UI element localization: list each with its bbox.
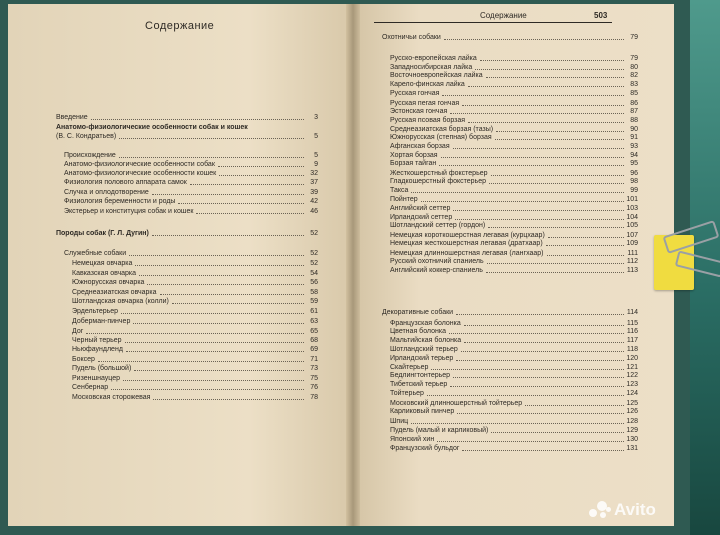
toc-entry-page: 93	[630, 143, 638, 150]
toc-entry-page: 42	[310, 198, 318, 205]
toc-entry-page: 114	[626, 309, 638, 316]
leader-dots	[119, 157, 304, 158]
leader-dots	[489, 183, 624, 184]
toc-entry	[390, 436, 638, 444]
leader-dots	[172, 303, 304, 304]
toc-entry-title: Физиология беременности и роды	[64, 198, 176, 205]
toc-entry-page: 52	[310, 260, 318, 267]
toc-entry-page: 115	[626, 320, 638, 327]
leader-dots	[456, 314, 624, 315]
toc-entry	[390, 64, 638, 72]
toc-entry-title: Жесткошерстный фокстерьер	[390, 170, 488, 177]
toc-entry-page: 118	[626, 346, 638, 353]
toc-entry-title: Ирландский терьер	[390, 355, 454, 362]
toc-entry-page: 120	[626, 355, 638, 362]
toc-entry-page: 58	[310, 289, 318, 296]
leader-dots	[133, 323, 304, 324]
toc-entry	[64, 179, 318, 187]
toc-entry-title: Физиология полового аппарата самок	[64, 179, 187, 186]
toc-entry-page: 59	[310, 298, 318, 305]
book-gutter	[346, 4, 360, 526]
leader-dots	[119, 138, 304, 139]
toc-entry-page: 96	[630, 170, 638, 177]
toc-entry-title: Русский охотничий спаниель	[390, 258, 484, 265]
toc-entry-title: Экстерьер и конституция собак и кошек	[64, 208, 194, 215]
leader-dots	[496, 131, 624, 132]
toc-entry-title: Цветная болонка	[390, 328, 446, 335]
toc-entry	[390, 196, 638, 204]
leader-dots	[437, 441, 624, 442]
toc-entry-title: Боксер	[72, 356, 95, 363]
avito-text: Avito	[614, 500, 656, 519]
toc-entry-page: 5	[314, 152, 318, 159]
toc-entry-page: 32	[310, 170, 318, 177]
toc-entry-page: 75	[310, 375, 318, 382]
toc-entry	[390, 355, 638, 363]
toc-entry-page: 125	[626, 400, 638, 407]
leader-dots	[152, 194, 304, 195]
toc-entry-page: 79	[630, 55, 638, 62]
leader-dots	[219, 175, 304, 176]
toc-entry-title: Английский сеттер	[390, 205, 451, 212]
toc-entry-title: Пудель (малый и карликовый)	[390, 427, 489, 434]
leader-dots	[427, 395, 624, 396]
leader-dots	[441, 157, 624, 158]
toc-entry-title: Карело-финская лайка	[390, 81, 465, 88]
toc-entry-title: Охотничьи собаки	[382, 34, 441, 41]
toc-entry-title: Анатомо-физиологические особенности собак и кошек	[56, 124, 248, 131]
toc-entry-title: Южнорусская овчарка	[72, 279, 145, 286]
toc-entry-title: Дог	[72, 328, 84, 335]
leader-dots	[111, 389, 304, 390]
toc-entry-page: 37	[310, 179, 318, 186]
toc-entry	[390, 222, 638, 230]
toc-entry-page: 126	[626, 408, 638, 415]
toc-entry	[390, 258, 638, 266]
toc-entry-page: 3	[314, 114, 318, 121]
toc-entry	[390, 267, 638, 275]
toc-entry-page: 9	[314, 161, 318, 168]
toc-entry-page: 107	[626, 232, 638, 239]
leader-dots	[462, 450, 624, 451]
toc-entry	[390, 152, 638, 160]
toc-entry	[72, 337, 318, 345]
toc-entry	[56, 133, 318, 141]
toc-entry-page: 71	[310, 356, 318, 363]
leader-dots	[129, 255, 304, 256]
toc-entry-title: Тибетский терьер	[390, 381, 448, 388]
toc-entry-title: Японский хин	[390, 436, 435, 443]
toc-entry-title: Французская болонка	[390, 320, 461, 327]
toc-entry-title: Мальтийская болонка	[390, 337, 462, 344]
toc-entry-page: 109	[626, 240, 638, 247]
toc-entry-title: Анатомо-физиологические особенности собак	[64, 161, 215, 168]
leader-dots	[453, 210, 624, 211]
leader-dots	[453, 148, 624, 149]
leader-dots	[480, 60, 624, 61]
toc-entry-title: Породы собак (Г. Л. Дугин)	[56, 230, 149, 237]
toc-entry	[64, 152, 318, 160]
page-number: 503	[594, 11, 608, 20]
toc-entry	[390, 328, 638, 336]
toc-entry-page: 113	[626, 267, 638, 274]
toc-entry-title: Карликовый пинчер	[390, 408, 455, 415]
leader-dots	[464, 325, 624, 326]
toc-entry-title: Кавказская овчарка	[72, 270, 137, 277]
toc-entry-title: Хортая борзая	[390, 152, 438, 159]
toc-entry-page: 116	[626, 328, 638, 335]
toc-entry-page: 99	[630, 187, 638, 194]
toc-entry	[382, 309, 638, 317]
toc-entry	[390, 90, 638, 98]
toc-entry	[390, 320, 638, 328]
leader-dots	[178, 203, 304, 204]
toc-entry-title: Немецкая длинношерстная легавая (лангхаар)	[390, 250, 544, 257]
toc-entry-title: Немецкая короткошерстная легавая (курцхаар)	[390, 232, 545, 239]
toc-entry	[390, 205, 638, 213]
leader-dots	[421, 201, 624, 202]
toc-entry	[390, 390, 638, 398]
leader-dots	[86, 333, 304, 334]
header-rule	[374, 22, 612, 23]
toc-entry-title: Декоративные собаки	[382, 309, 454, 316]
leader-dots	[411, 192, 624, 193]
toc-entry	[72, 318, 318, 326]
toc-entry	[72, 365, 318, 373]
toc-entry-page: 69	[310, 346, 318, 353]
toc-entry	[382, 34, 638, 42]
leader-dots	[196, 213, 304, 214]
toc-entry-page: 79	[630, 34, 638, 41]
toc-entry-page: 121	[626, 364, 638, 371]
leader-dots	[135, 265, 304, 266]
toc-entry-page: 105	[626, 222, 638, 229]
toc-entry	[390, 100, 638, 108]
toc-entry	[390, 427, 638, 435]
leader-dots	[486, 272, 624, 273]
leader-dots	[464, 342, 624, 343]
toc-entry-page: 5	[314, 133, 318, 140]
toc-entry-title: Служебные собаки	[64, 250, 127, 257]
toc-entry	[72, 384, 318, 392]
toc-entry	[390, 160, 638, 168]
toc-entry	[64, 208, 318, 216]
leader-dots	[457, 413, 624, 414]
toc-entry-title: Шпиц	[390, 418, 409, 425]
leader-dots	[91, 119, 304, 120]
leader-dots	[121, 313, 304, 314]
toc-entry-page: 103	[626, 205, 638, 212]
toc-entry-title: Московский длинношерстный тойтерьер	[390, 400, 523, 407]
avito-logo-icon	[589, 501, 611, 519]
toc-entry-page: 65	[310, 328, 318, 335]
toc-entry	[64, 198, 318, 206]
leader-dots	[126, 351, 304, 352]
toc-entry	[64, 161, 318, 169]
leader-dots	[468, 86, 624, 87]
toc-entry	[72, 270, 318, 278]
toc-entry-page: 112	[626, 258, 638, 265]
leader-dots	[462, 105, 624, 106]
toc-entry-title: Черный терьер	[72, 337, 122, 344]
contents-title: Содержание	[145, 20, 215, 32]
toc-entry-page: 80	[630, 64, 638, 71]
toc-entry-page: 86	[630, 100, 638, 107]
toc-entry-title: Русская гончая	[390, 90, 440, 97]
toc-entry	[390, 134, 638, 142]
leader-dots	[487, 263, 624, 264]
toc-entry	[56, 124, 318, 132]
toc-entry-page: 46	[310, 208, 318, 215]
leader-dots	[495, 139, 624, 140]
leader-dots	[123, 380, 304, 381]
leader-dots	[461, 351, 624, 352]
toc-entry-title: Пудель (большой)	[72, 365, 132, 372]
leader-dots	[450, 386, 624, 387]
toc-entry-title: Введение	[56, 114, 88, 121]
toc-entry	[390, 337, 638, 345]
toc-entry	[72, 308, 318, 316]
toc-entry	[390, 346, 638, 354]
toc-entry-page: 83	[630, 81, 638, 88]
toc-entry-title: Сенбернар	[72, 384, 109, 391]
toc-entry	[72, 346, 318, 354]
toc-entry-title: Шотландский терьер	[390, 346, 458, 353]
toc-entry	[56, 230, 318, 238]
toc-entry-title: Анатомо-физиологические особенности кошек	[64, 170, 217, 177]
toc-entry-title: Происхождение	[64, 152, 116, 159]
toc-entry-title: Борзая тайган	[390, 160, 437, 167]
leader-dots	[98, 361, 304, 362]
toc-entry	[390, 250, 638, 258]
toc-entry	[64, 170, 318, 178]
toc-entry-title: Русская псовая борзая	[390, 117, 466, 124]
toc-entry-page: 52	[310, 230, 318, 237]
leader-dots	[455, 219, 624, 220]
toc-entry	[390, 364, 638, 372]
leader-dots	[439, 165, 624, 166]
toc-entry-title: Эстонская гончая	[390, 108, 448, 115]
toc-entry-page: 78	[310, 394, 318, 401]
toc-entry	[72, 328, 318, 336]
toc-entry	[390, 117, 638, 125]
toc-entry-title: (В. С. Кондратьев)	[56, 133, 117, 140]
toc-entry-page: 98	[630, 178, 638, 185]
toc-entry-title: Русская пегая гончая	[390, 100, 460, 107]
leader-dots	[468, 122, 624, 123]
leader-dots	[134, 370, 304, 371]
toc-entry-title: Шотландская овчарка (колли)	[72, 298, 169, 305]
leader-dots	[546, 245, 624, 246]
toc-entry-page: 56	[310, 279, 318, 286]
toc-entry	[390, 81, 638, 89]
leader-dots	[125, 342, 304, 343]
toc-entry-title: Русско-европейская лайка	[390, 55, 477, 62]
toc-entry-title: Английский коккер-спаниель	[390, 267, 483, 274]
leader-dots	[548, 237, 624, 238]
toc-entry	[72, 279, 318, 287]
toc-entry	[72, 356, 318, 364]
toc-entry-title: Немецкая жесткошерстная легавая (дратхаар)	[390, 240, 543, 247]
leader-dots	[444, 39, 624, 40]
leader-dots	[491, 432, 624, 433]
toc-entry	[390, 400, 638, 408]
toc-entry-title: Бедлингтонтерьер	[390, 372, 451, 379]
toc-entry-page: 123	[626, 381, 638, 388]
toc-entry-title: Среднеазиатская борзая (тазы)	[390, 126, 494, 133]
toc-entry	[390, 187, 638, 195]
toc-entry	[390, 72, 638, 80]
toc-entry-page: 61	[310, 308, 318, 315]
toc-entry	[72, 289, 318, 297]
leader-dots	[431, 369, 624, 370]
leader-dots	[218, 166, 304, 167]
leader-dots	[475, 69, 624, 70]
toc-entry-page: 39	[310, 189, 318, 196]
toc-entry-title: Ирландский сеттер	[390, 214, 453, 221]
toc-entry	[390, 232, 638, 240]
toc-entry	[390, 372, 638, 380]
toc-entry	[390, 143, 638, 151]
toc-entry-page: 90	[630, 126, 638, 133]
toc-entry-page: 131	[626, 445, 638, 452]
toc-entry	[56, 114, 318, 122]
toc-entry-page: 111	[627, 250, 638, 257]
avito-watermark	[614, 500, 656, 520]
toc-entry	[64, 250, 318, 258]
toc-entry	[390, 108, 638, 116]
toc-entry	[72, 375, 318, 383]
toc-entry-title: Среднеазиатская овчарка	[72, 289, 157, 296]
toc-entry-title: Ризеншнауцер	[72, 375, 120, 382]
toc-entry	[390, 214, 638, 222]
leader-dots	[453, 377, 624, 378]
leader-dots	[525, 405, 624, 406]
toc-entry-title: Шотландский сеттер (гордон)	[390, 222, 486, 229]
toc-entry-title: Скайтерьер	[390, 364, 429, 371]
running-header: Содержание	[480, 11, 527, 20]
toc-entry	[72, 260, 318, 268]
toc-entry-page: 82	[630, 72, 638, 79]
leader-dots	[486, 77, 624, 78]
toc-entry	[390, 408, 638, 416]
leader-dots	[411, 423, 624, 424]
toc-entry-title: Доберман-пинчер	[72, 318, 131, 325]
toc-entry-page: 68	[310, 337, 318, 344]
toc-entry-page: 73	[310, 365, 318, 372]
leader-dots	[450, 113, 624, 114]
toc-entry	[390, 178, 638, 186]
toc-entry-page: 128	[626, 418, 638, 425]
toc-entry	[390, 418, 638, 426]
toc-entry	[390, 170, 638, 178]
toc-entry-title: Немецкая овчарка	[72, 260, 133, 267]
toc-entry-title: Французский бульдог	[390, 445, 460, 452]
leader-dots	[160, 294, 304, 295]
toc-entry-page: 122	[626, 372, 638, 379]
toc-entry-page: 117	[626, 337, 638, 344]
leader-dots	[547, 255, 624, 256]
toc-entry-page: 63	[310, 318, 318, 325]
leader-dots	[488, 227, 624, 228]
toc-entry-title: Западносибирская лайка	[390, 64, 473, 71]
toc-entry-title: Случка и оплодотворение	[64, 189, 149, 196]
toc-entry-title: Эрдельтерьер	[72, 308, 119, 315]
toc-entry	[390, 126, 638, 134]
toc-entry-page: 76	[310, 384, 318, 391]
toc-entry	[390, 445, 638, 453]
leader-dots	[190, 184, 304, 185]
leader-dots	[456, 360, 624, 361]
toc-entry-page: 88	[630, 117, 638, 124]
toc-entry-page: 129	[626, 427, 638, 434]
leader-dots	[139, 275, 304, 276]
toc-entry-title: Московская сторожевая	[72, 394, 151, 401]
toc-entry	[64, 189, 318, 197]
leader-dots	[449, 333, 624, 334]
leader-dots	[442, 95, 624, 96]
toc-entry-title: Гладкошерстный фокстерьер	[390, 178, 486, 185]
toc-entry-page: 85	[630, 90, 638, 97]
toc-entry	[390, 240, 638, 248]
toc-entry-page: 52	[310, 250, 318, 257]
toc-entry-title: Афганская борзая	[390, 143, 450, 150]
toc-entry-page: 94	[630, 152, 638, 159]
toc-entry-page: 124	[626, 390, 638, 397]
toc-entry-title: Пойнтер	[390, 196, 418, 203]
toc-entry-title: Тойтерьер	[390, 390, 424, 397]
toc-entry	[390, 381, 638, 389]
toc-entry-page: 130	[626, 436, 638, 443]
leader-dots	[491, 175, 624, 176]
toc-entry-page: 101	[626, 196, 638, 203]
leader-dots	[147, 284, 304, 285]
toc-entry-page: 54	[310, 270, 318, 277]
toc-entry	[72, 394, 318, 402]
toc-entry	[390, 55, 638, 63]
leader-dots	[152, 235, 304, 236]
toc-entry-title: Такса	[390, 187, 409, 194]
toc-entry	[72, 298, 318, 306]
toc-entry-title: Ньюфаундленд	[72, 346, 123, 353]
toc-entry-title: Восточноевропейская лайка	[390, 72, 483, 79]
toc-entry-page: 95	[630, 160, 638, 167]
toc-entry-page: 91	[630, 134, 638, 141]
toc-entry-page: 104	[626, 214, 638, 221]
toc-entry-page: 87	[630, 108, 638, 115]
leader-dots	[153, 399, 304, 400]
toc-entry-title: Южнорусская (степная) борзая	[390, 134, 492, 141]
